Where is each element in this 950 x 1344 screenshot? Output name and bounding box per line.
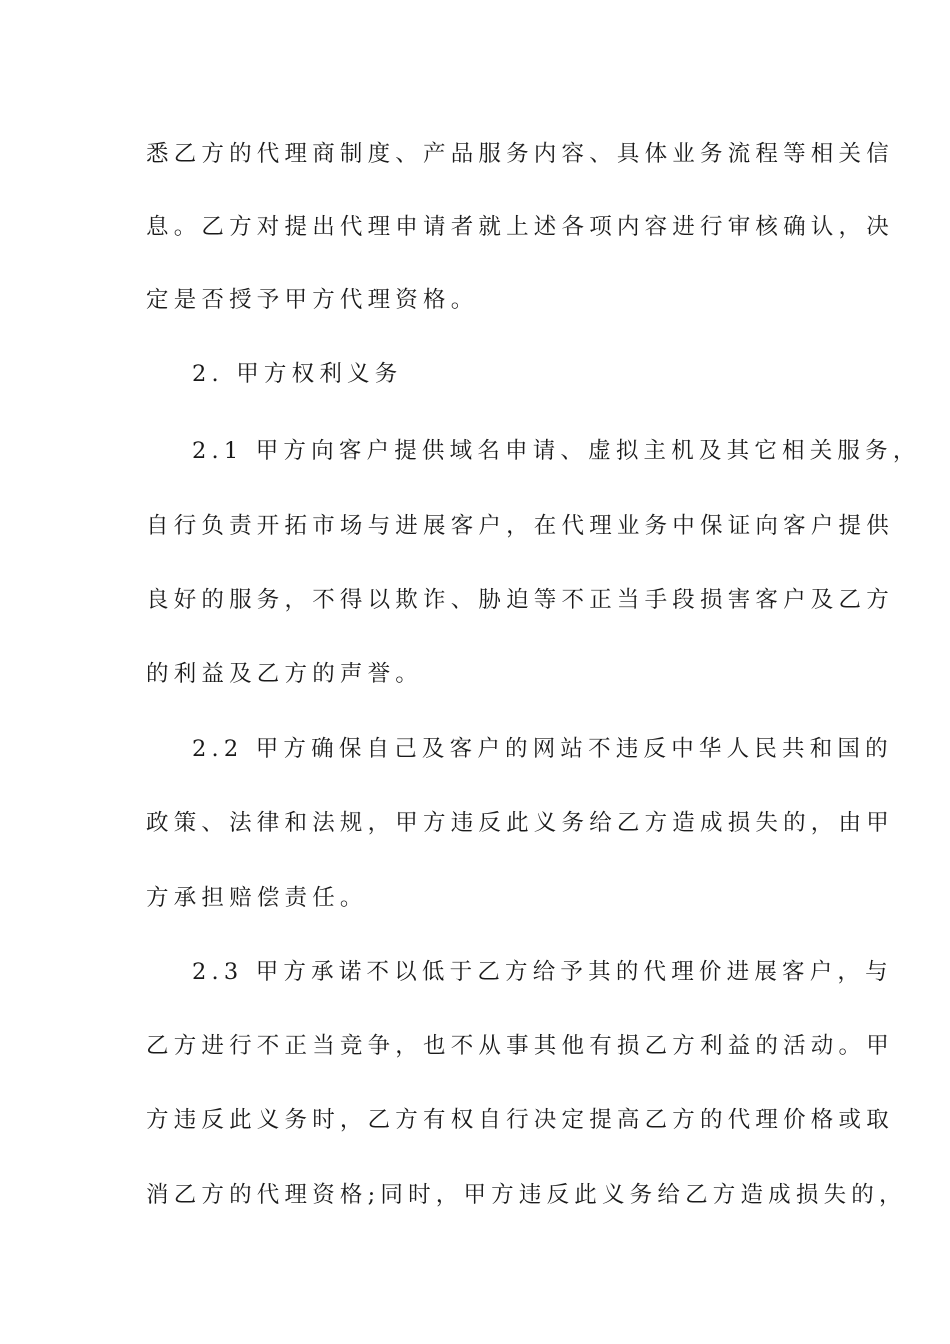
text-line: 2.2 甲方确保自己及客户的网站不违反中华人民共和国的: [192, 736, 893, 762]
text-line: 政策、法律和法规，甲方违反此义务给乙方造成损失的，由甲: [146, 810, 894, 836]
text-line: 2.1 甲方向客户提供域名申请、虚拟主机及其它相关服务，: [192, 438, 921, 464]
text-line: 乙方进行不正当竞争，也不从事其他有损乙方利益的活动。甲: [146, 1033, 894, 1059]
section-heading: 2. 甲方权利义务: [192, 361, 403, 387]
text-line: 良好的服务，不得以欺诈、胁迫等不正当手段损害客户及乙方: [146, 587, 894, 613]
text-line: 消乙方的代理资格;同时，甲方违反此义务给乙方造成损失的，: [146, 1182, 907, 1208]
text-line: 的利益及乙方的声誉。: [146, 661, 424, 687]
text-line: 悉乙方的代理商制度、产品服务内容、具体业务流程等相关信: [146, 141, 894, 167]
text-line: 自行负责开拓市场与进展客户，在代理业务中保证向客户提供: [146, 513, 894, 539]
text-line: 2.3 甲方承诺不以低于乙方给予其的代理价进展客户，与: [192, 959, 893, 985]
text-line: 方承担赔偿责任。: [146, 885, 368, 911]
text-line: 方违反此义务时，乙方有权自行决定提高乙方的代理价格或取: [146, 1107, 894, 1133]
text-line: 息。乙方对提出代理申请者就上述各项内容进行审核确认，决: [146, 214, 894, 240]
text-line: 定是否授予甲方代理资格。: [146, 287, 479, 313]
